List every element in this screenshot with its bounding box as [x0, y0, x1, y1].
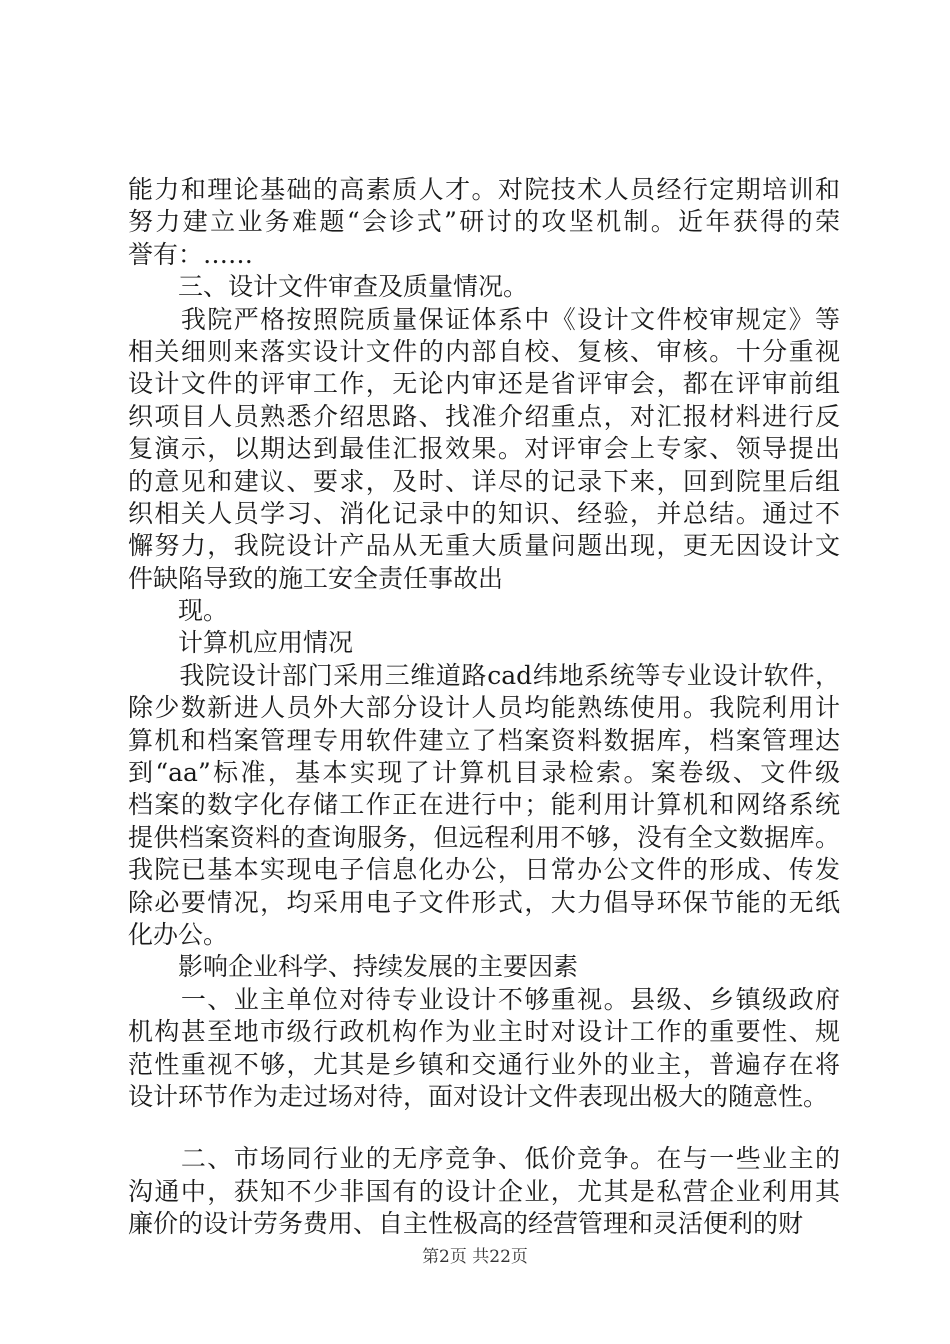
text-line: 设计文件的评审工作，无论内审还是省评审会，都在评审前组	[128, 369, 840, 399]
text-line: 懈努力，我院设计产品从无重大质量问题出现，更无因设计文	[128, 531, 840, 561]
text-line: 范性重视不够，尤其是乡镇和交通行业外的业主，普遍存在将	[128, 1049, 840, 1079]
text-line: 档案的数字化存储工作正在进行中；能利用计算机和网络系统	[128, 790, 840, 820]
text-line: 我院设计部门采用三维道路cad纬地系统等专业设计软件，	[128, 660, 840, 690]
text-line: 影响企业科学、持续发展的主要因素	[128, 952, 579, 982]
text-line: 二、市场同行业的无序竞争、低价竞争。在与一些业主的	[128, 1144, 840, 1174]
text-line: 到“aa”标准，基本实现了计算机目录检索。案卷级、文件级	[128, 758, 840, 788]
text-line: 复演示，以期达到最佳汇报效果。对评审会上专家、领导提出	[128, 434, 840, 464]
text-line: 誉有：……	[128, 239, 254, 269]
page-footer: 第2页 共22页	[422, 1247, 528, 1267]
text-line: 提供档案资料的查询服务，但远程利用不够，没有全文数据库。	[128, 822, 840, 852]
text-line: 沟通中，获知不少非国有的设计企业，尤其是私营企业利用其	[128, 1176, 840, 1206]
text-line: 三、设计文件审查及质量情况。	[128, 272, 529, 302]
text-line: 的意见和建议、要求，及时、详尽的记录下来，回到院里后组	[128, 466, 840, 496]
text-line: 相关细则来落实设计文件的内部自校、复核、审核。十分重视	[128, 336, 840, 366]
text-line: 现。	[128, 596, 229, 626]
text-line: 算机和档案管理专用软件建立了档案资料数据库，档案管理达	[128, 725, 840, 755]
text-line: 廉价的设计劳务费用、自主性极高的经营管理和灵活便利的财	[128, 1209, 804, 1239]
text-line: 机构甚至地市级行政机构作为业主时对设计工作的重要性、规	[128, 1017, 840, 1047]
text-line: 我院已基本实现电子信息化办公，日常办公文件的形成、传发	[128, 855, 840, 885]
text-line: 我院严格按照院质量保证体系中《设计文件校审规定》等	[128, 304, 840, 334]
text-line: 努力建立业务难题“会诊式”研讨的攻坚机制。近年获得的荣	[128, 207, 840, 237]
text-line: 计算机应用情况	[128, 628, 354, 658]
text-line: 织项目人员熟悉介绍思路、找准介绍重点，对汇报材料进行反	[128, 401, 840, 431]
text-line: 织相关人员学习、消化记录中的知识、经验，并总结。通过不	[128, 498, 840, 528]
text-line: 除必要情况，均采用电子文件形式，大力倡导环保节能的无纸	[128, 887, 840, 917]
document-body	[128, 174, 840, 1241]
text-line: 设计环节作为走过场对待，面对设计文件表现出极大的随意性。	[128, 1081, 829, 1111]
text-line: 能力和理论基础的高素质人才。对院技术人员经行定期培训和	[128, 175, 840, 204]
text-line: 化办公。	[128, 919, 229, 949]
text-line: 一、业主单位对待专业设计不够重视。县级、乡镇级政府	[128, 984, 840, 1014]
text-line: 除少数新进人员外大部分设计人员均能熟练使用。我院利用计	[128, 693, 840, 723]
text-line: 件缺陷导致的施工安全责任事故出	[128, 563, 504, 593]
paragraph-gap	[128, 1113, 840, 1143]
